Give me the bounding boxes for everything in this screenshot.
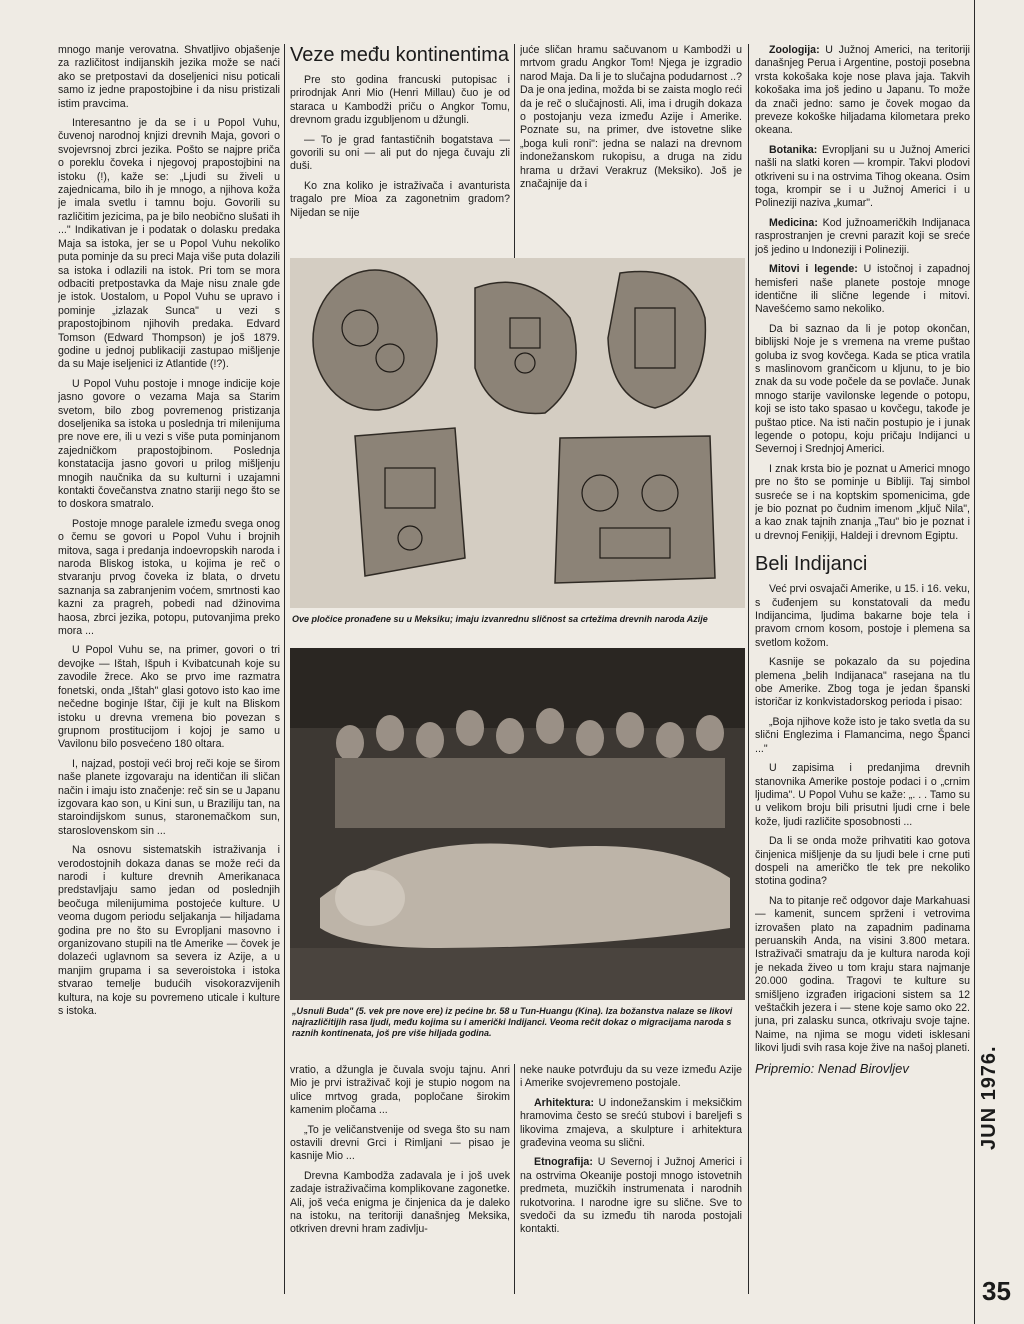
buddha-image xyxy=(290,648,745,1000)
section-heading: Beli Indijanci xyxy=(755,553,868,576)
article-column-3-top xyxy=(520,44,742,259)
col2-paragraph: Ko zna koliko je istraživača i avanturista tragalo pre Mioa za zagonetnim gradom? Nijedan se nije xyxy=(290,179,510,219)
stone-tablets-image xyxy=(290,258,745,608)
col2-paragraph: Pre sto godina francuski putopisac i prirodnjak Anri Mio (Henri Millau) čuo je od staraca u Kambodži priču o Angkor Tomu, drevnom gradu izgubljenom u džungli. xyxy=(290,74,510,127)
col3-paragraph: Arhitektura: U indonežanskim i meksičkim hramovima često se srećú stubovi i bareljefi s likovima zmajeva, a skulpture i arhitektura građevina veoma su slični. xyxy=(520,1096,742,1150)
col1-paragraph: Na osnovu sistematskih istraživanja i verodostojnih dokaza danas se može reći da narodi i kulture drevnih Amerikanaca predstavljaju samo jedan od poslednjih beočuga milenijumima postojeće kulture. U veoma dugom periodu seljakanja — hiljadama godina pre no što su Evropljani masovno i organizovano stupili na tle Amerike — čovek je dolazeći uglavnom sa severa iz Azije, a u manjim grupama i sa severoistoka i istoka stvarao temelje budućih visokorazvijenih kultura, na koje su povremeno uticale i kulture s istoka. xyxy=(58,844,280,1018)
column-divider xyxy=(514,1064,515,1294)
col2-paragraph: „To je veličanstvenije od svega što su nam ostavili drevni Grci i Rimljani — pisao je kasnije Mio ... xyxy=(290,1123,510,1163)
article-column-4: Zoologija: U Južnoj Americi, na teritoriji današnjeg Perua i Argentine, postoji posebna vrsta kokošaka koje nose plava jaja. Takvih kokošaka ima još jedino u Japanu. To može da znači jedno: samo je čovek mogao da preveze kokoške hiljadama kilometara preko okeana. Botanika: Evropljani su u Južnoj Americi našli na slatki koren — krompir. Takvi plodovi otkriveni su i na ostrvima Tihog okeana. Osim toga, krompir se i u Južnoj Americi i u Polineziji naziva „kumar". Medicina: Kod južnoameričkih Indijanaca rasprostranjen je crevni parazit koji se sreće još jedino u Indoneziji i Polineziji. Mitovi i legende: U istočnoj i zapadnoj hemisferi naše planete postoje mnoge identične ili slične legende i mitovi. Navešćemo samo nekoliko. Da bi saznao da li je potop okončan, biblijski Noje je s vremena na vreme puštao goluba iz svog kovčega. Kada se ptica vratila s maslinovom grančicom u kljunu, to je bio znak da su vode počele da se povlače. Junak mnogo starije vavilonske legende o potopu, koji se isto tako spasao u kovčegu, takođe je puštao ptice. Na isti način postupio je i junak legende o potopu, koju pričaju Indijanci u Severnoj i Srednjoj Americi. I znak krsta bio je poznat u Americi mnogo pre no što se pominje u Bibliji. Taj simbol susreće se i na koptskim spomenicima, gde je bio poznat po čudnim imenom „ključ Nila", a kao znak tajnih znanja „Tau" bio je poznat i u drevnoj Feniķiji, Haldeji i drevnom Egiptu. Beli Indijanci Već prvi osvajači Amerike, u 15. i 16. veku, s čuđenjem su konstatovali da među Indijancima, ljudima bakarne boje tela i pravom crnom kosom, postoje i plemena sa svetlom kožom. Kasnije se pokazalo da su pojedina plemena „belih Indijanaca" rasejana na tlu obe Amerike. Zbog toga je jedan španski istoričar iz konkvistadorskog perioda i pisao: „Boja njihove kože isto je tako svetla da su slični Englezima i Flamancima, nego Španci ..." U zapisima i predanjima drevnih stanovnika Amerike postoje podaci i o „crnim ljudima". U Popol Vuhu se kaže: „. . . Tamo su u velikom broju bili prisutni ljudi crne i bele kože, ljudi različite sposobnosti ... Da li se onda može prihvatiti kao gotova činjenica mišljenje da su ljudi bele i crne puti dospeli na američko tle tek pre nekoliko stotina godina? Na to pitanje reč odgovor daje Markahuasi — kamenit, suncem sprženi i vetrovima izrovašen plato na zapadnim padinama peruanskih Anda, na visini 3.800 metara. Istraživači smatraju da je kultura naroda koji je nekada živeo u tom kraju stara najmanje 20.000 godina. Tragovi te kulture su smišljeno izgrađen irigacioni sistem sa 12 veštačkih jezera i — stene koje samo oko 22. juna, pri zalasku sunca, otkrivaju svoje tajne. Naime, na njima se mogu videti isklesani likovi ljudi svih rasa koje žive na našoj planeti. Pripremio: Nenad Birovljev xyxy=(755,44,970,1076)
sleeping-buddha-photo xyxy=(290,648,745,1000)
col1-paragraph: Interesantno je da se i u Popol Vuhu, čuvenoj narodnoj knjizi drevnih Maja, govori o svojevrsnoj zbrci jezika. Pošto se najpre priča o poreklu čoveka i njegovoj prapostojbini na istoku (!), kaže se: „Ljudi su živeli u zajednicama, bilo ih je mnogo, a njihova koža je imala svetlu i tamnu boju. Govorili su različitim jezicima, pa je bilo neobično slušati ih ..." Indikativan je i podatak o dolasku predaka Maja sa istoka, jer se u Popol Vuhu nekoliko puta pominje da su preci Maja više puta dolazili sa istoka i odlazili na istok. Pri tom se mora odbaciti pretpostavka da Maje nisu znale gde je istok. Uostalom, u Popol Vuhu se upravo i pominje „izlazak Sunca" u vezi s prapostojbinom njihovih predaka. Edvard Tomson (Edward Thompson) je još 1879. godine u jednoj publikaciji zastupao mišljenje da su Maje iseljenici iz Atlantide (!?). xyxy=(58,117,280,371)
ethnography-label: Etnografija: xyxy=(534,1156,593,1169)
medicine-label: Medicina: xyxy=(769,216,818,229)
col3-paragraph: juće sličan hramu sačuvanom u Kambodži u mrtvom gradu Angkor Tom! Njega je izgradio narod Maja. Da li je to slučajna podudarnost ..? Da je ona jedina, možda bi se zaista moglo reći da je reč o slučajnosti. Ali, ima i drugih dokaza o postojanju veza između Azije i Amerike. Poznate su, na primer, dve istovetne slike „boga kuli roni": jedna se nalazi na drevnom indonežanskom rukopisu, a druga na zidu hrama u državi Verakruz (Meksiko). Još je značajnije da i xyxy=(520,44,742,191)
col2-paragraph: — To je grad fantastičnih bogatstava — govorili su oni — ali put do njega čuvaju zli duši. xyxy=(290,133,510,173)
section-heading: Veze među kontinentima xyxy=(290,44,510,66)
article-column-2-top xyxy=(290,44,510,264)
buddha-caption: „Usnuli Buda" (5. vek pre nove ere) iz pećine br. 58 u Tun-Huangu (Kina). Iza božanstva nalaze se likovi najrazličitijih rasa ljudi, među kojima su i američki Indijanci. Veoma rečit dokaz o migracijama naroda s raznih kontinenata, još pre više hiljada godina. xyxy=(292,1006,733,1038)
col1-paragraph: U Popol Vuhu se, na primer, govori o tri devojke — Ištah, Išpuh i Kvibatcunah koje su zavodile žrece. Ako se prvo ime razmatra fonetski, onda „Ištah" glasi gotovo isto kao ime nečedne boginje Ištar, čiji je kult na Bliskom istoku u drevna vremena bio povezan s grupnom prostitucijom i kojoj je samo u Vavilonu bilo posvećeno 180 oltara. xyxy=(58,644,280,751)
issue-date: JUN 1976. xyxy=(978,1045,1000,1150)
author-credit: Pripremio: Nenad Birovljev xyxy=(755,1060,909,1076)
column-divider xyxy=(514,44,515,259)
page-number: 35 xyxy=(982,1276,1011,1306)
col4-paragraph: Da li se onda može prihvatiti kao gotova činjenica mišljenje da su ljudi bele i crne puti dospeli na američko tle tek pre nekoliko stotina godina? xyxy=(755,835,970,888)
article-column-3-bottom xyxy=(520,1064,742,1294)
col4-paragraph: I znak krsta bio je poznat u Americi mnogo pre no što se pominje u Bibliji. Taj simbol susreće se i na koptskim spomenicima, gde je bio poznat po čudnim imenom „ključ Nila", a kao znak tajnih znanja „Tau" bio je poznat i u drevnoj Feniķiji, Haldeji i drevnom Egiptu. xyxy=(755,462,970,542)
col2-paragraph: Drevna Kambodža zadavala je i još uvek zadaje istraživačima komplikovane zagonetke. Ali, još veća enigma je činjenica da je daleko na istoku, na teritoriji današnjeg Meksika, otkriven drevni hram zadivlju- xyxy=(290,1169,510,1236)
outer-divider xyxy=(974,0,975,1324)
col1-paragraph: I, najzad, postoji veći broj reči koje se širom naše planete izgovaraju na identičan ili sličan način i imaju isto značenje: reč sin se u Japanu izgovara kao son, u Kini sun, u Braziliju tan, na staroindijskom sunus, staronemačkom sun, staroslovenskom sin ... xyxy=(58,757,280,837)
col4-paragraph: Da bi saznao da li je potop okončan, biblijski Noje je s vremena na vreme puštao goluba iz svog kovčega. Kada se ptica vratila s maslinovom grančicom u kljunu, to je bio znak da su vode počele da se povlače. Junak mnogo starije vavilonske legende o potopu, koji se isto tako spasao u kovčegu, takođe je puštao ptice. Na isti način postupio je i junak legende o potopu, koju pričaju Indijanci u Severnoj i Srednjoj Americi. xyxy=(755,322,970,456)
col1-paragraph: mnogo manje verovatna. Shvatljivo objašenje za različitost indijanskih jezika može se naći ako se pretpostavi da doseljenici nisu poticali samo iz jedne prapostojbine i da nisu pristizali istim pravcima. xyxy=(58,44,280,110)
myths-label: Mitovi i legende: xyxy=(769,263,858,276)
col3-paragraph: Etnografija: U Severnoj i Južnoj Americi i na ostrvima Okeanije postoji mnogo istovetnih predmeta, muzičkih instrumenata i narodnih rukotvorina. I narodne igre su slične. Sve to svedoči da su između tih naroda postojali kontakti. xyxy=(520,1156,742,1236)
col2-paragraph: vratio, a džungla je čuvala svoju tajnu. Anri Mio je prvi istraživač koji je stupio nogom na ulice mrtvog grada, popločane širokim kamenim pločama ... xyxy=(290,1064,510,1117)
mexican-stone-tablets-photo xyxy=(290,258,745,608)
column-divider xyxy=(284,44,285,1294)
col4-paragraph: Već prvi osvajači Amerike, u 15. i 16. veku, s čuđenjem su konstatovali da među Indijancima, ljudima bakarne boje tela i pravom crnom kosom, postoje i plemena sa svetlom kožom. xyxy=(755,583,970,649)
col4-paragraph: Na to pitanje reč odgovor daje Markahuasi — kamenit, suncem sprženi i vetrovima izrovašen plato na zapadnim padinama peruanskih Anda, na visini 3.800 metara. Istraživači smatraju da je kultura naroda koji je nekada živeo u tom kraju stara najmanje 20.000 godina. Tragovi te kulture su smišljeno izgrađen irigacioni sistem sa 12 veštačkih jezera i — stene koje samo oko 22. juna, pri zalasku sunca, otkrivaju svoje tajne. Naime, na njima se mogu videti isklesani likovi ljudi svih rasa koje žive na našoj planeti. xyxy=(755,894,970,1055)
column-divider xyxy=(748,44,749,1294)
col3-paragraph: neke nauke potvrđuju da su veze između Azije i Amerike svojevremeno postojale. xyxy=(520,1064,742,1090)
col4-paragraph: U zapisima i predanjima drevnih stanovnika Amerike postoje podaci i o „crnim ljudima". U Popol Vuhu se kaže: „. . . Tamo su u velikom broju bili prisutni ljudi crne i bele kože, ljudi različite sposobnosti ... xyxy=(755,762,970,828)
zoology-label: Zoologija: xyxy=(769,44,820,56)
col1-paragraph: U Popol Vuhu postoje i mnoge indicije koje jasno govore o vezama Maja sa Starim svetom, bilo zbog povremenog pristizanja doseljenika sa istoka u poslednja tri milenijuma pre nove ere, ili u vezi s više puta pominjanom zajedničkom prapostojbinom. Poslednja konstatacija jasno govori u prilog mišljenju mnogih naučnika da su kulturni i uzajamni kontakti čovečanstva znatno stariji nego što se to doskora smatralo. xyxy=(58,377,280,511)
architecture-label: Arhitektura: xyxy=(534,1096,595,1109)
stones-caption: Ove pločice pronađene su u Meksiku; imaju izvanrednu sličnost sa crtežima drevnih naroda Azije xyxy=(292,614,708,624)
article-column-1 xyxy=(58,44,280,1294)
col1-paragraph: Postoje mnoge paralele između svega onog o čemu se govori u Popol Vuhu i brojnih mitova, saga i predanja indoevropskih naroda i naroda Bliskog istoka, u kojima je reč o stvaranju prvog čoveka iz blata, o drvetu saznanja sa zabranjenim voćem, smrtnosti kao kazni za pragreh, pobedi nad džinovima haosa, zbrci jezika, potopu, putovanjima preko mora ... xyxy=(58,517,280,638)
col4-paragraph: Kasnije se pokazalo da su pojedina plemena „belih Indijanaca" rasejana na tlu obe Amerike. Zbog toga je jedan španski istoričar iz konkvistadorskog perioda i pisao: xyxy=(755,656,970,709)
article-column-2-bottom xyxy=(290,1064,510,1294)
col4-paragraph: „Boja njihove kože isto je tako svetla da su slični Englezima i Flamancima, nego Španci ..." xyxy=(755,715,970,755)
botany-label: Botanika: xyxy=(769,143,818,156)
